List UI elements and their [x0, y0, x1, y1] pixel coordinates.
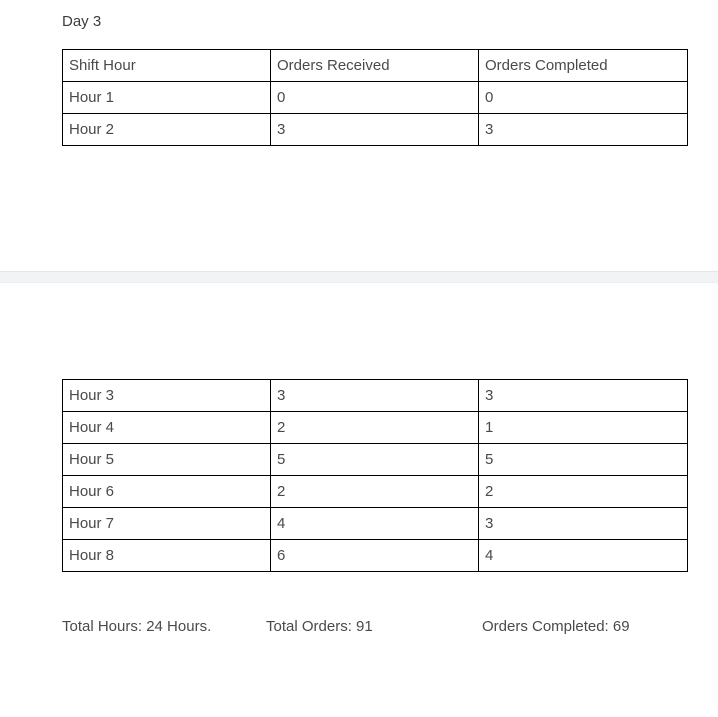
cell-orders-completed[interactable]: 4	[479, 540, 688, 572]
total-hours-text: Total Hours: 24 Hours.	[62, 618, 212, 635]
table-header-row	[63, 50, 688, 82]
cell-shift-hour[interactable]: Hour 1	[63, 82, 271, 114]
document-page-2	[0, 283, 718, 717]
cell-orders-received[interactable]: 6	[271, 540, 479, 572]
cell-orders-completed[interactable]: 5	[479, 444, 688, 476]
cell-orders-received[interactable]: 3	[271, 114, 479, 146]
table-row	[63, 540, 688, 572]
cell-orders-completed[interactable]: 3	[479, 380, 688, 412]
header-shift-hour[interactable]: Shift Hour	[63, 50, 271, 82]
cell-shift-hour[interactable]: Hour 2	[63, 114, 271, 146]
cell-orders-completed[interactable]: 3	[479, 508, 688, 540]
cell-shift-hour[interactable]: Hour 4	[63, 412, 271, 444]
orders-table-part-1	[62, 49, 688, 146]
table-row	[63, 444, 688, 476]
cell-orders-received[interactable]: 0	[271, 82, 479, 114]
table-row	[63, 114, 688, 146]
document-page-1	[0, 0, 718, 271]
cell-shift-hour[interactable]: Hour 8	[63, 540, 271, 572]
cell-shift-hour[interactable]: Hour 5	[63, 444, 271, 476]
total-orders-text: Total Orders: 91	[266, 618, 373, 635]
cell-shift-hour[interactable]: Hour 7	[63, 508, 271, 540]
header-orders-received[interactable]: Orders Received	[271, 50, 479, 82]
cell-orders-completed[interactable]: 2	[479, 476, 688, 508]
cell-orders-received[interactable]: 2	[271, 476, 479, 508]
cell-shift-hour[interactable]: Hour 6	[63, 476, 271, 508]
page-break	[0, 271, 718, 283]
cell-orders-completed[interactable]: 1	[479, 412, 688, 444]
cell-orders-received[interactable]: 4	[271, 508, 479, 540]
cell-shift-hour[interactable]: Hour 3	[63, 380, 271, 412]
cell-orders-completed[interactable]: 3	[479, 114, 688, 146]
orders-table-part-2	[62, 379, 688, 572]
table-row	[63, 412, 688, 444]
table-row	[63, 380, 688, 412]
table-row	[63, 508, 688, 540]
cell-orders-received[interactable]: 2	[271, 412, 479, 444]
day-title: Day 3	[62, 13, 102, 30]
orders-completed-text: Orders Completed: 69	[482, 618, 630, 635]
cell-orders-completed[interactable]: 0	[479, 82, 688, 114]
table-row	[63, 476, 688, 508]
cell-orders-received[interactable]: 5	[271, 444, 479, 476]
cell-orders-received[interactable]: 3	[271, 380, 479, 412]
header-orders-completed[interactable]: Orders Completed	[479, 50, 688, 82]
table-row	[63, 82, 688, 114]
